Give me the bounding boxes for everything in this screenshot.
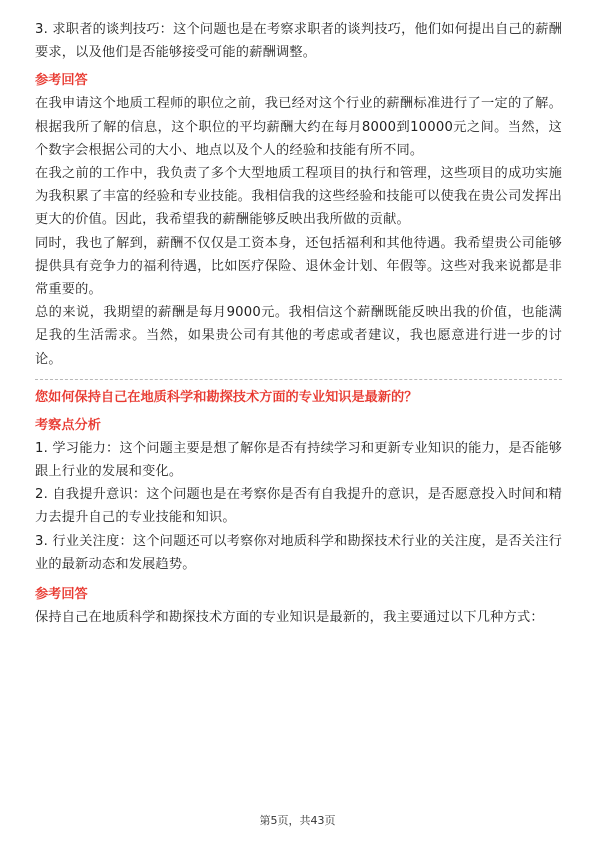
analysis-point-3: 3. 求职者的谈判技巧：这个问题也是在考察求职者的谈判技巧，他们如何提出自己的薪酬要求，以及他们是否能够接受可能的薪酬调整。 bbox=[35, 22, 562, 61]
analysis-point: 1. 学习能力：这个问题主要是想了解你是否有持续学习和更新专业知识的能力，是否能够跟上行业的发展和变化。 bbox=[35, 440, 562, 480]
analysis-point: 3. 行业关注度：这个问题还可以考察你对地质科学和勘探技术行业的关注度，是否关注行业的最新动态和发展趋势。 bbox=[35, 533, 562, 572]
answer-heading: 参考回答 bbox=[35, 587, 88, 603]
answer-paragraph: 在我申请这个地质工程师的职位之前，我已经对这个行业的薪酬标准进行了一定的了解。根据我所了解的信息，这个职位的平均薪酬大约在每月8000到10000元之间。当然，这个数字会根据公司的大小、地点以及个人的经验和技能有所不同。 bbox=[35, 96, 562, 158]
answer-paragraph: 总的来说，我期望的薪酬是每月9000元。我相信这个薪酬既能反映出我的价值，也能满足我的生活需求。当然，如果贵公司有其他的考虑或者建议，我也愿意进行进一步的讨论。 bbox=[35, 305, 562, 367]
answer-paragraph: 在我之前的工作中，我负责了多个大型地质工程项目的执行和管理，这些项目的成功实施为我积累了丰富的经验和专业技能。我相信我的这些经验和技能可以使我在贵公司发挥出更大的价值。因此，我希望我的薪酬能够反映出我所做的贡献。 bbox=[35, 166, 562, 228]
analysis-heading: 考察点分析 bbox=[35, 417, 101, 433]
page-number: 第5页，共43页 bbox=[259, 814, 336, 827]
answer-paragraph: 同时，我也了解到，薪酬不仅仅是工资本身，还包括福利和其他待遇。我希望贵公司能够提供具有竞争力的福利待遇，比如医疗保险、退休金计划、年假等。这些对我来说都是非常重要的。 bbox=[35, 235, 562, 298]
section-divider bbox=[35, 379, 562, 380]
page-content bbox=[35, 18, 562, 629]
answer-heading: 参考回答 bbox=[35, 73, 88, 89]
analysis-point: 2. 自我提升意识：这个问题也是在考察你是否有自我提升的意识，是否愿意投入时间和精力去提升自己的专业技能和知识。 bbox=[35, 487, 562, 526]
answer-intro: 保持自己在地质科学和勘探技术方面的专业知识是最新的，我主要通过以下几种方式： bbox=[35, 610, 544, 626]
question-title: 您如何保持自己在地质科学和勘探技术方面的专业知识是最新的？ bbox=[35, 389, 418, 405]
